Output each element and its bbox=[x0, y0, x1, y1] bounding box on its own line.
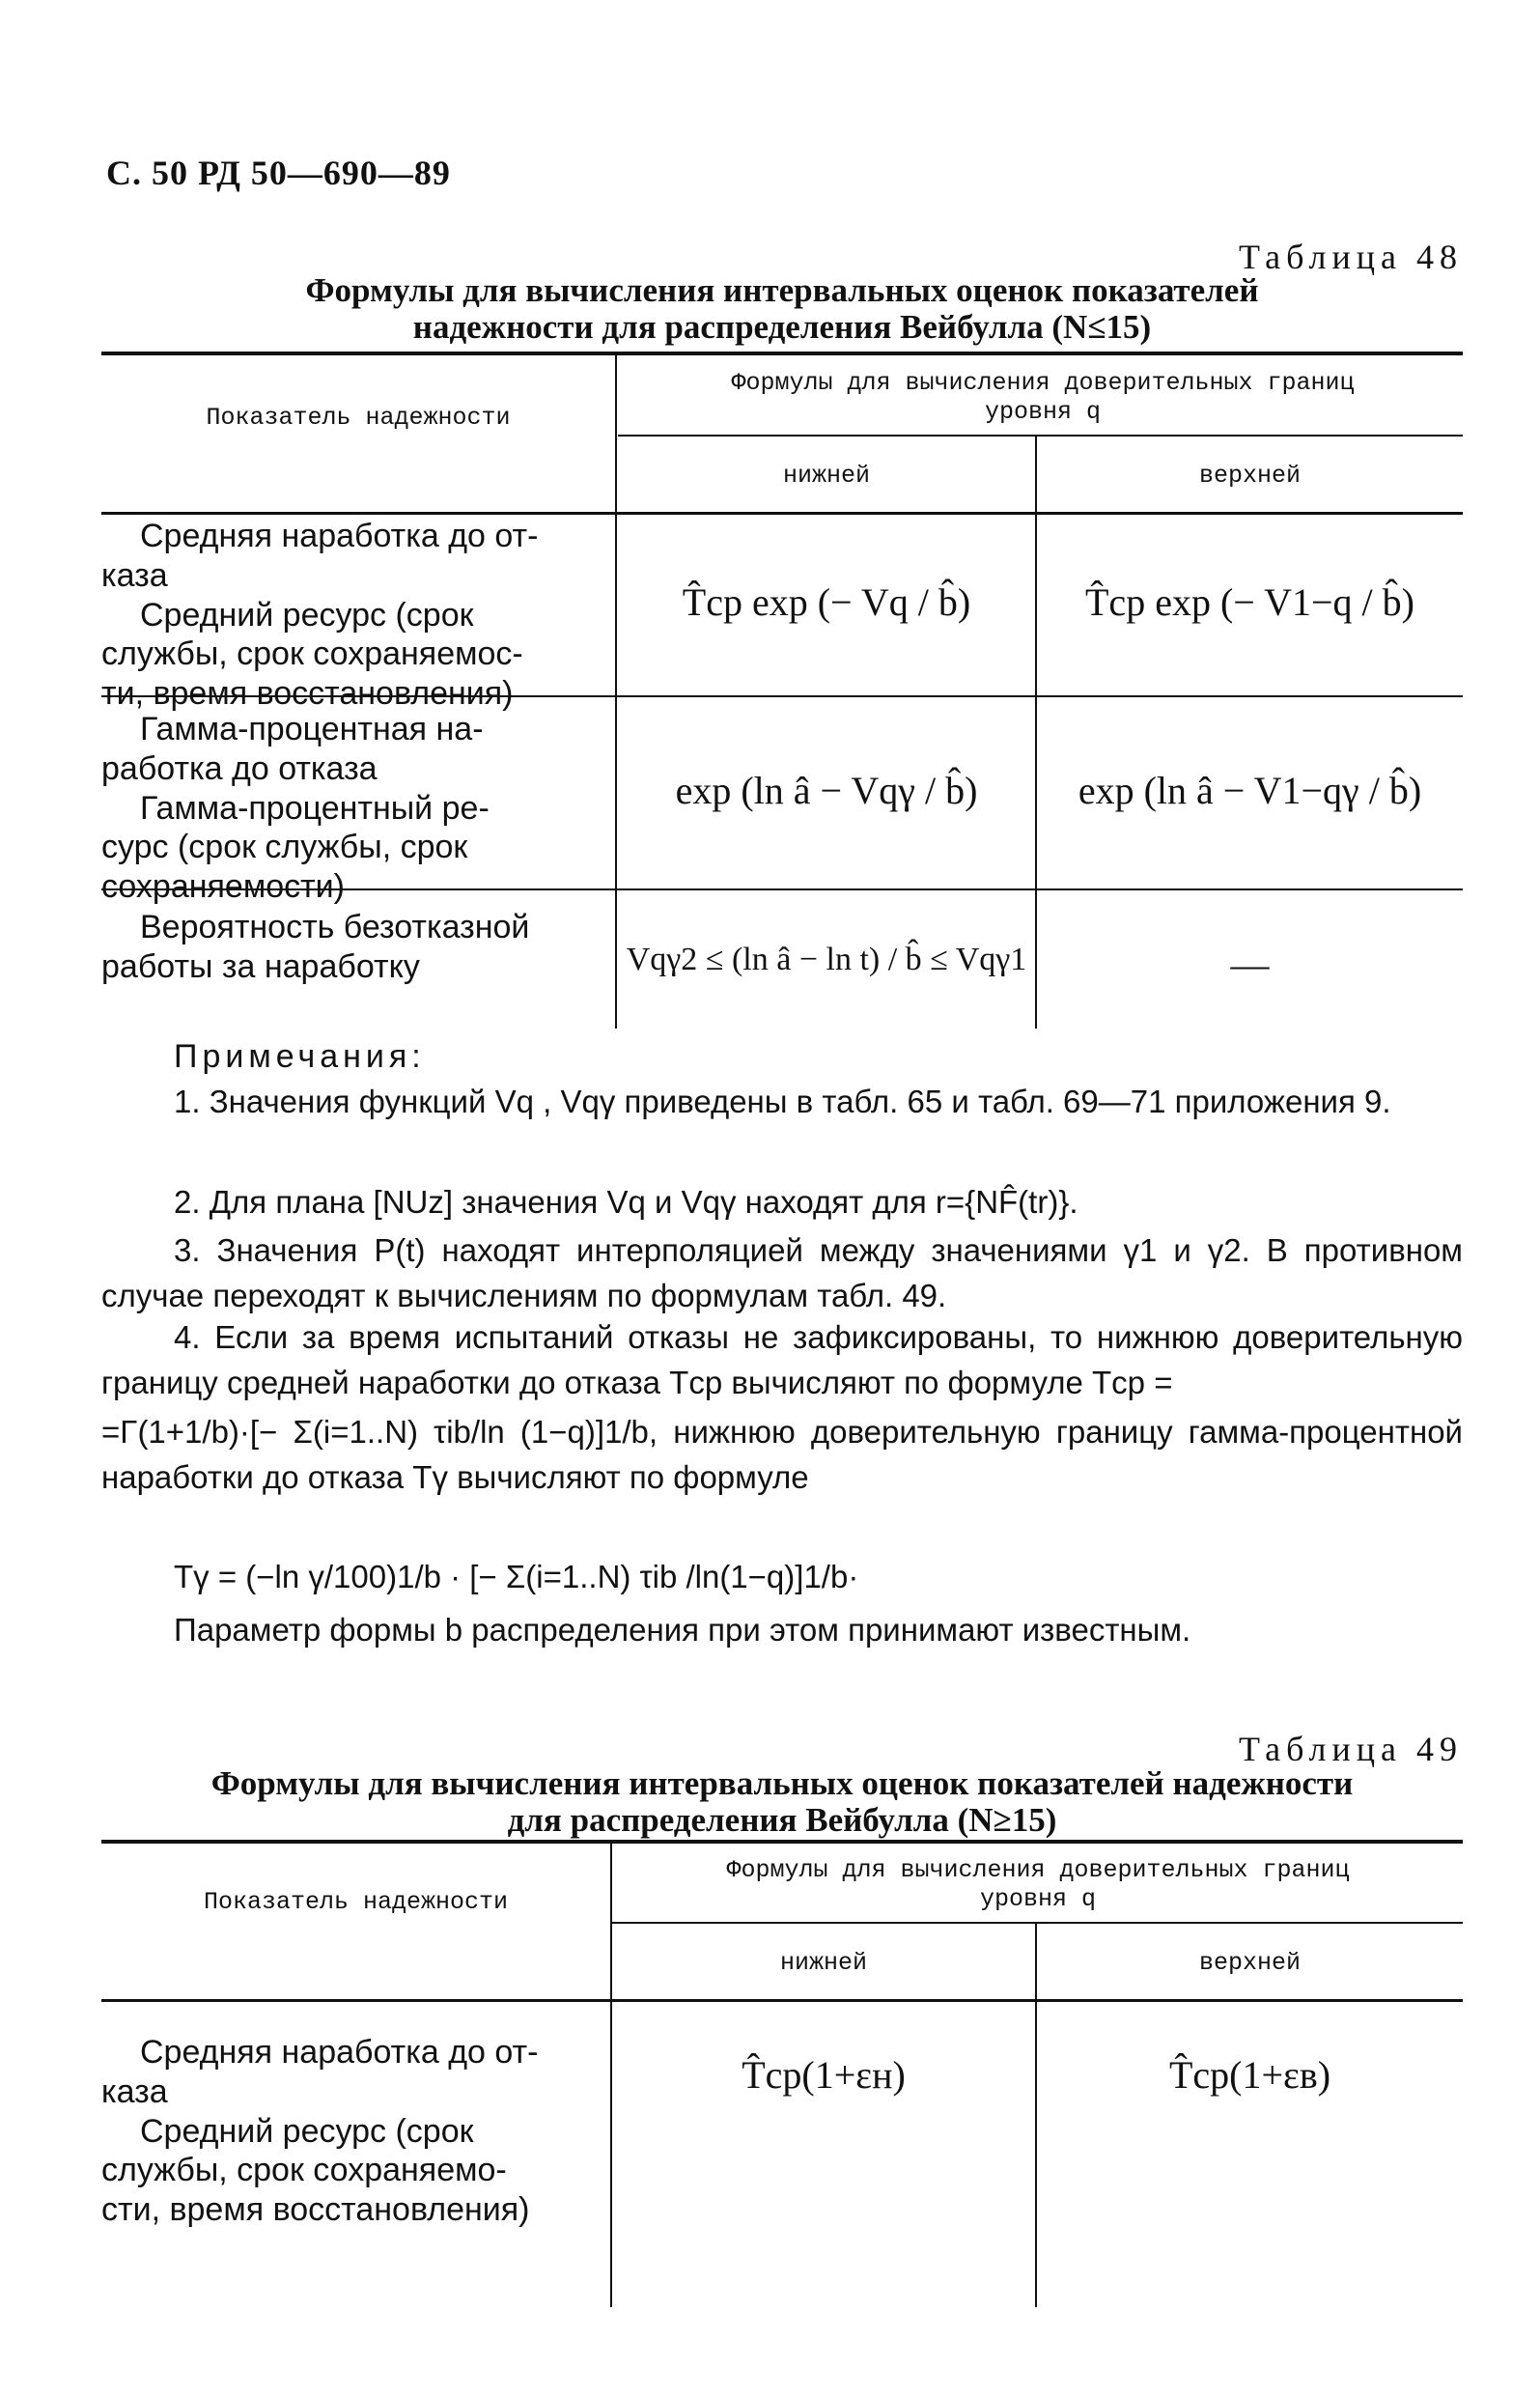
table48-label: Таблица 48 bbox=[1239, 238, 1463, 276]
table49-col-indicator: Показатель надежности bbox=[203, 1888, 509, 1916]
table48-row3-lower: Vqγ2 ≤ (ln â − ln t) / b̂ ≤ Vqγ1 bbox=[626, 942, 1027, 977]
table48-col-formulas: Формулы для вычисления доверительных границ уровня q bbox=[731, 369, 1355, 426]
table48-row1-upper: T̂ср exp (− V1−q / b̂) bbox=[1085, 580, 1414, 624]
indicator-line: Средний ресурс (срок bbox=[140, 596, 474, 634]
note-1: 1. Значения функций Vq , Vqγ приведены в табл. 65 и табл. 69—71 приложения 9. bbox=[174, 1084, 1391, 1119]
note-3: 3. Значения P(t) находят интерполяцией между значениями γ1 и γ2. В противном случае переходят к вычислениям по формулам табл. 49. bbox=[101, 1232, 1463, 1313]
indicator-line: сохраняемости) bbox=[101, 868, 345, 906]
indicator-line: ти, время восстановления) bbox=[101, 675, 514, 713]
table48-title-line1: Формулы для вычисления интервальных оценок показателей bbox=[305, 271, 1259, 309]
table49-row1-indicator bbox=[101, 2033, 570, 2230]
table48-top-rule bbox=[101, 352, 1463, 355]
page-header: С. 50 РД 50—690—89 bbox=[106, 154, 451, 192]
table48-col-indicator: Показатель надежности bbox=[206, 404, 511, 432]
table48-col-divider-2 bbox=[1035, 437, 1037, 1029]
table49-top-rule bbox=[101, 1840, 1463, 1844]
table49-title bbox=[101, 1765, 1463, 1839]
table49-header-rule bbox=[101, 1999, 1463, 2002]
table48-row1-indicator bbox=[101, 517, 570, 714]
indicator-line: Средняя наработка до от- bbox=[140, 2034, 539, 2071]
note-5: Параметр формы b распределения при этом принимают известным. bbox=[174, 1612, 1191, 1648]
table48-col-upper: верхней bbox=[1198, 462, 1302, 490]
note-4-formula-2: Tγ = (−ln γ/100)1/b · [− Σ(i=1..N) τib /ln(1−q)]1/b· bbox=[174, 1559, 859, 1594]
table49-title-line1: Формулы для вычисления интервальных оценок показателей надежности bbox=[210, 1764, 1354, 1802]
note-4-formula-1: =Γ(1+1/b)·[− Σ(i=1..N) τib/ln (1−q)]1/b, нижнюю доверительную границу гамма-процентной наработки до отказа Tγ вычисляют по формуле bbox=[101, 1414, 1463, 1495]
table48-col-divider-1 bbox=[615, 355, 617, 1029]
table49-col-divider-2 bbox=[1035, 1924, 1037, 2307]
indicator-line: сурс (срок службы, срок bbox=[101, 829, 468, 866]
table49-subheader-rule bbox=[612, 1922, 1463, 1924]
table48-row2-upper: exp (ln â − V1−qγ / b̂) bbox=[1078, 769, 1422, 812]
indicator-line: Вероятность безотказной bbox=[140, 909, 530, 945]
table49-col-upper: верхней bbox=[1198, 1949, 1302, 1977]
table48-col-lower: нижней bbox=[782, 462, 870, 490]
indicator-line: службы, срок сохраняемо- bbox=[101, 2152, 507, 2189]
indicator-line: каза bbox=[101, 556, 168, 594]
table49-col-formulas: Формулы для вычисления доверительных границ уровня q bbox=[726, 1856, 1350, 1913]
note-4: 4. Если за время испытаний отказы не зафиксированы, то нижнюю доверительную границу средней наработки до отказа Tср вычисляют по формуле Tср = bbox=[101, 1319, 1463, 1400]
table48-row3-upper: — bbox=[1230, 943, 1270, 986]
indicator-line: службы, срок сохраняемос- bbox=[101, 635, 523, 673]
indicator-line: работы за наработку bbox=[101, 947, 420, 985]
table49-label: Таблица 49 bbox=[1239, 1730, 1463, 1768]
table48-row3-indicator bbox=[101, 908, 570, 987]
indicator-line: сти, время восстановления) bbox=[101, 2191, 530, 2229]
table48-row2-lower: exp (ln â − Vqγ / b̂) bbox=[675, 769, 978, 812]
notes-title: Примечания: bbox=[174, 1038, 426, 1075]
indicator-line: Средняя наработка до от- bbox=[140, 518, 539, 554]
indicator-line: Гамма-процентная на- bbox=[140, 711, 484, 747]
indicator-line: работка до отказа bbox=[101, 749, 378, 787]
table49-row1-upper: T̂ср(1+εв) bbox=[1168, 2053, 1331, 2097]
table48-title-line2: надежности для распределения Вейбулла (N≤15) bbox=[412, 307, 1152, 346]
indicator-line: Гамма-процентный ре- bbox=[140, 789, 490, 827]
indicator-line: каза bbox=[101, 2072, 168, 2110]
table49-title-line2: для распределения Вейбулла (N≥15) bbox=[507, 1800, 1057, 1839]
table48-title bbox=[101, 272, 1463, 346]
note-2: 2. Для плана [NUz] значения Vq и Vqγ находят для r={NF̂(tr)}. bbox=[174, 1184, 1078, 1220]
table48-header-rule bbox=[101, 512, 1463, 515]
indicator-line: Средний ресурс (срок bbox=[140, 2112, 474, 2150]
table49-row1-lower: T̂ср(1+εн) bbox=[742, 2053, 906, 2097]
table48-subheader-rule bbox=[618, 435, 1463, 437]
table48-row1-lower: T̂ср exp (− Vq / b̂) bbox=[682, 580, 971, 624]
table48-row2-indicator bbox=[101, 710, 570, 907]
table49-col-lower: нижней bbox=[779, 1949, 867, 1977]
